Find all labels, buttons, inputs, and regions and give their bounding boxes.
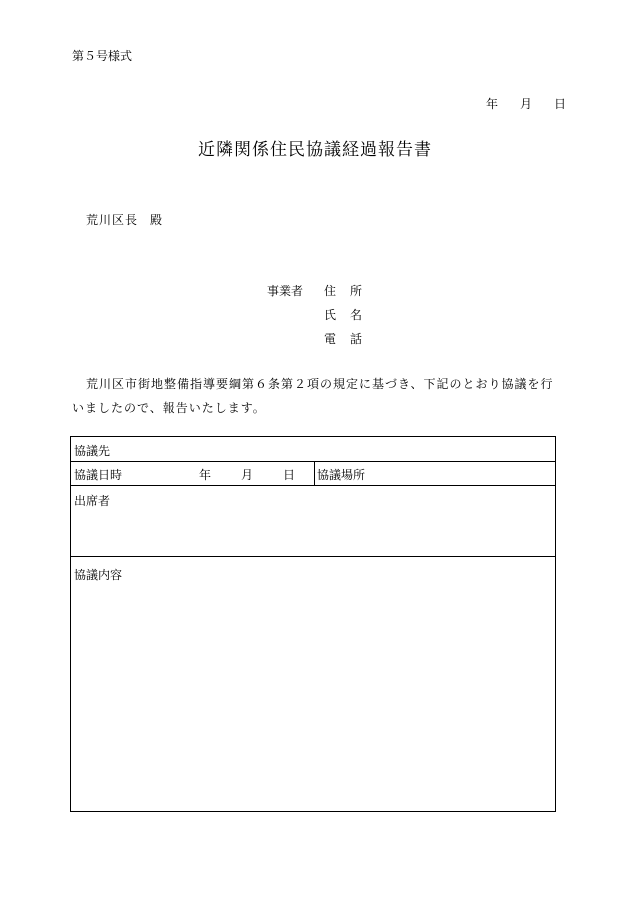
date-month-label: 月: [519, 97, 532, 111]
datetime-fields: [199, 466, 295, 483]
datetime-label: 協議日時: [74, 468, 123, 482]
applicant-label: 事業者: [267, 284, 304, 298]
date-day-label: 日: [553, 97, 566, 111]
form-number: 第５号様式: [72, 49, 133, 63]
document-title: 近隣関係住民協議経過報告書: [198, 140, 432, 160]
datetime-place-divider: [314, 462, 315, 485]
datetime-year: 年: [199, 468, 212, 482]
table-row-content: [71, 557, 555, 811]
addressee-honorific: 殿: [150, 213, 164, 227]
datetime-month: 月: [241, 468, 254, 482]
applicant-name-label: 氏名: [324, 308, 377, 322]
partner-label: 協議先: [74, 444, 111, 458]
place-label: 協議場所: [317, 468, 366, 482]
consultation-table: [70, 436, 556, 812]
applicant-phone-label: 電話: [324, 332, 377, 346]
attendees-label: 出席者: [74, 494, 111, 508]
submission-date: [486, 95, 566, 112]
report-body-text: 荒川区市街地整備指導要綱第６条第２項の規定に基づき、下記のとおり協議を行いましたので、報告いたします。: [72, 377, 554, 415]
table-row-attendees: [71, 486, 555, 557]
addressee: [86, 211, 163, 228]
table-row-partner: [71, 437, 555, 462]
content-label: 協議内容: [74, 568, 123, 582]
date-year-label: 年: [485, 97, 498, 111]
applicant-address-label: 住所: [324, 284, 377, 298]
addressee-name: 荒川区長: [86, 213, 139, 227]
table-row-datetime: [71, 462, 555, 486]
datetime-day: 日: [283, 468, 296, 482]
